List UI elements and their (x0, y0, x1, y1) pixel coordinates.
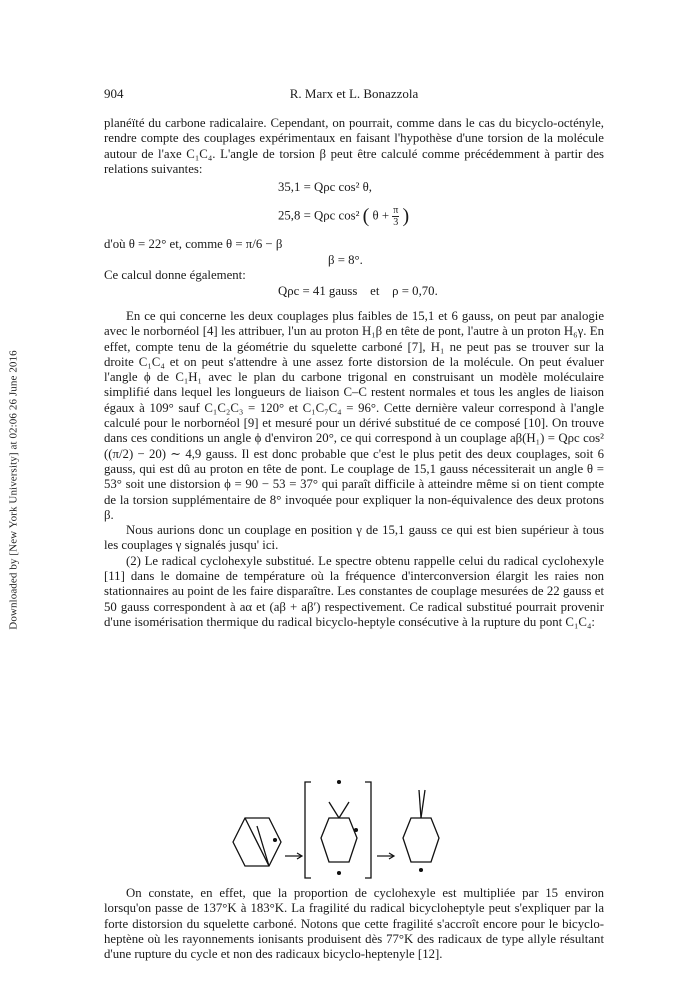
download-watermark (6, 300, 22, 680)
fraction-denominator: 3 (393, 217, 399, 228)
paragraph-text: Nous aurions donc un couplage en position γ de 15,1 gauss ce qui est bien supérieur à tous les couplages γ signalés jusqu' ici. (104, 523, 604, 553)
paragraph-conclusion (104, 886, 604, 962)
equation-4: β = 8°. (328, 253, 363, 267)
paragraph-text: planéïté du carbone radicalaire. Cependant, on pourrait, comme dans le cas du bicyclo-octényle, rendre compte des couplages expérimentaux en faisant l'hypothèse d'une torsion de la molécule autour de l'axe C₁C₄. L'angle de torsion β peut être calculé comme précédemment à partir des relations suivantes: (104, 116, 604, 176)
paragraph-text: On constate, en effet, que la proportion de cyclohexyle est multipliée par 15 environ lorsqu'on passe de 137°K à 183°K. La fragilité du radical bicycloheptyle peut s'expliquer par la forte distorsion du squelette carboné. Notons que cette fragilité s'accroît encore pour le bicyclo-heptène où les rayonnements ionisants produisent dès 77°K des radicaux de type allyle résultant d'une rupture du cycle et non des radicaux bicyclo-heptenyle [12]. (104, 886, 604, 962)
equation-5: Qρc = 41 gauss et ρ = 0,70. (278, 284, 438, 298)
paragraph-text: Ce calcul donne également: (104, 268, 246, 282)
reaction-arrow-2 (377, 853, 394, 859)
running-header (104, 86, 604, 102)
paragraph-torsion (104, 116, 604, 177)
intermediate-bracket (305, 781, 371, 878)
equation-3: d'où θ = 22° et, comme θ = π/6 − β (104, 237, 283, 251)
equation-2 (278, 205, 409, 228)
running-authors: R. Marx et L. Bonazzola (289, 86, 419, 101)
equation-2-left: 25,8 = Qρc cos² (278, 208, 360, 223)
norbornyl-structure (233, 818, 281, 866)
paragraph-text: En ce qui concerne les deux couplages plus faibles de 15,1 et 6 gauss, on peut par analogie avec le norbornéol [4] les attribuer, l'un au proton H₁β en tête de pont, l'autre à un proton H₆γ. En effet, compte tenu de la géométrie du squelette carboné [7], H₁ ne peut pas se trouver sur la droite C₁C₄ et on peut s'attendre à une assez forte distorsion de la molécule. On peut évaluer l'angle ϕ de C₁H₁ avec le plan du carbone trigonal en construisant un modèle moléculaire simplifié dans lequel les longueurs de liaison C–C restent normales et tous les angles de liaison égaux à 109° sauf C₁C₂C₃ = 120° et C₁C₇C₄ = 96°. Cette dernière valeur correspond à l'angle calculé pour le norbornéol [9] et mesuré pour un dérivé substitué de ce composé [10]. On trouve dans ces conditions un angle ϕ d'environ 20°, ce qui correspond à un couplage aβ(H₁) = Qρc cos² ((π/2) − 20) ∼ 4,9 gauss. Il est donc probable que c'est le plus petit des deux couplages, soit 6 gauss, qui est dû au proton en tête de pont. Le couplage de 15,1 gauss nécessiterait un angle θ = 53° soit une distorsion ϕ = 90 − 53 = 37° qui paraît difficile à atteindre même si on tient compte de la torsion supplémentaire de 8° invoquée pour expliquer la non-équivalence des deux protons β. (104, 309, 604, 522)
fraction-pi-3 (392, 205, 399, 228)
reaction-scheme (225, 770, 465, 885)
equation-2-theta: θ + (372, 208, 390, 223)
paren-close: ) (402, 205, 410, 227)
paragraph-text: (2) Le radical cyclohexyle substitué. Le spectre obtenu rappelle celui du radical cyclohexyle [11] dans le domaine de température où la fréquence d'interconversion élargit les raies non stationnaires au point de les faire disparaître. Les constantes de couplage mesurées de 22 gauss et 50 gauss correspondent à aα et (aβ + aβ′) respectivement. Ce radical substitué pourrait provenir d'une isomérisation thermique du radical bicyclo-heptyle consécutive à la rupture du pont C₁C₄: (104, 553, 604, 629)
paragraph-calcul (104, 268, 604, 283)
download-note: Downloaded by [New York University] at 02:06 26 June 2016 (8, 350, 21, 630)
paren-open: ( (362, 205, 370, 227)
reaction-arrow-1 (285, 853, 302, 859)
cyclohexyl-structure (403, 790, 439, 871)
equation-1: 35,1 = Qρc cos² θ, (278, 180, 372, 194)
fraction-numerator: π (393, 205, 399, 216)
paragraph-couplages (104, 309, 604, 630)
page-number: 904 (104, 86, 124, 101)
